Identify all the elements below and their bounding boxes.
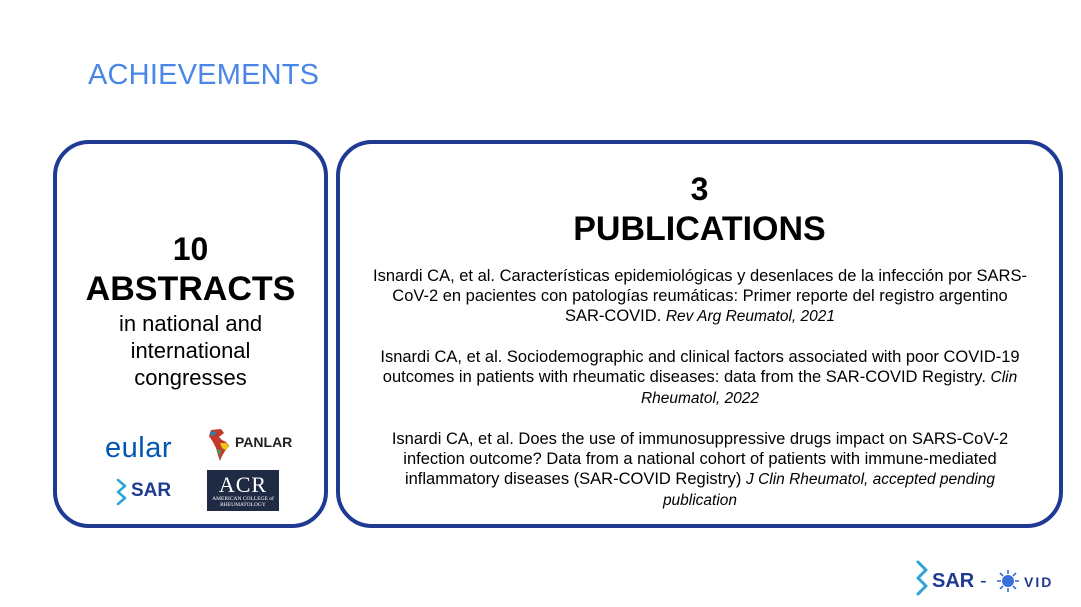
congress-logos (57, 426, 324, 516)
abstracts-subtitle-line: congresses (134, 365, 247, 390)
abstracts-subtitle (57, 310, 324, 391)
abstracts-subtitle-line: in national and (118, 311, 263, 336)
abstracts-card (53, 140, 328, 528)
sar-covid-logo-vid: VID (1024, 574, 1054, 590)
sar-helix-icon (914, 560, 930, 600)
publication-citation: Isnardi CA, et al. Características epidemiológicas y desenlaces de la infección por SARS-CoV-2 en pacientes con patologías reumáticas: Primer reporte del registro argentino SAR-COVID. (373, 267, 1027, 325)
publication-item (372, 266, 1028, 327)
publication-citation: Isnardi CA, et al. Does the use of immunosuppressive drugs impact on SARS-CoV-2 infection outcome? Data from a national cohort of patients with immune-mediated inflammatory diseases (SAR-COVID Registry) (391, 430, 1009, 488)
slide-title: ACHIEVEMENTS (88, 59, 320, 91)
acr-logo-subtext: AMERICAN COLLEGE of RHEUMATOLOGY (212, 496, 274, 508)
publication-journal: Clin Rheumatol, 2022 (640, 369, 1018, 407)
publication-item (372, 429, 1028, 511)
sar-helix-icon (115, 478, 129, 506)
publication-citation: Isnardi CA, et al. Sociodemographic and clinical factors associated with poor COVID-19 outcomes in patients with rheumatic diseases: data from the SAR-COVID Registry. (380, 348, 1020, 386)
publications-list (372, 266, 1028, 531)
panlar-logo-text: PANLAR (235, 434, 293, 450)
publication-item (372, 347, 1028, 409)
sar-covid-logo-sar: SAR (932, 570, 975, 592)
publications-label: PUBLICATIONS (573, 210, 826, 248)
publications-count: 3 (690, 171, 709, 207)
sar-covid-logo (914, 560, 1064, 600)
abstracts-count: 10 (172, 231, 209, 267)
americas-map-icon (207, 428, 233, 462)
abstracts-subtitle-line: international (130, 338, 251, 363)
abstracts-label: ABSTRACTS (85, 270, 296, 308)
eular-logo: eular (105, 432, 172, 464)
acr-logo-text: ACR (218, 472, 268, 497)
publications-card (336, 140, 1063, 528)
publication-journal: Rev Arg Reumatol, 2021 (665, 308, 835, 325)
sar-logo-text: SAR (131, 480, 172, 501)
virus-icon (996, 569, 1020, 593)
publication-journal: J Clin Rheumatol, accepted pending publication (662, 471, 996, 509)
panlar-logo (207, 428, 293, 464)
acr-logo (207, 470, 279, 511)
sar-covid-logo-dash: - (980, 570, 987, 592)
